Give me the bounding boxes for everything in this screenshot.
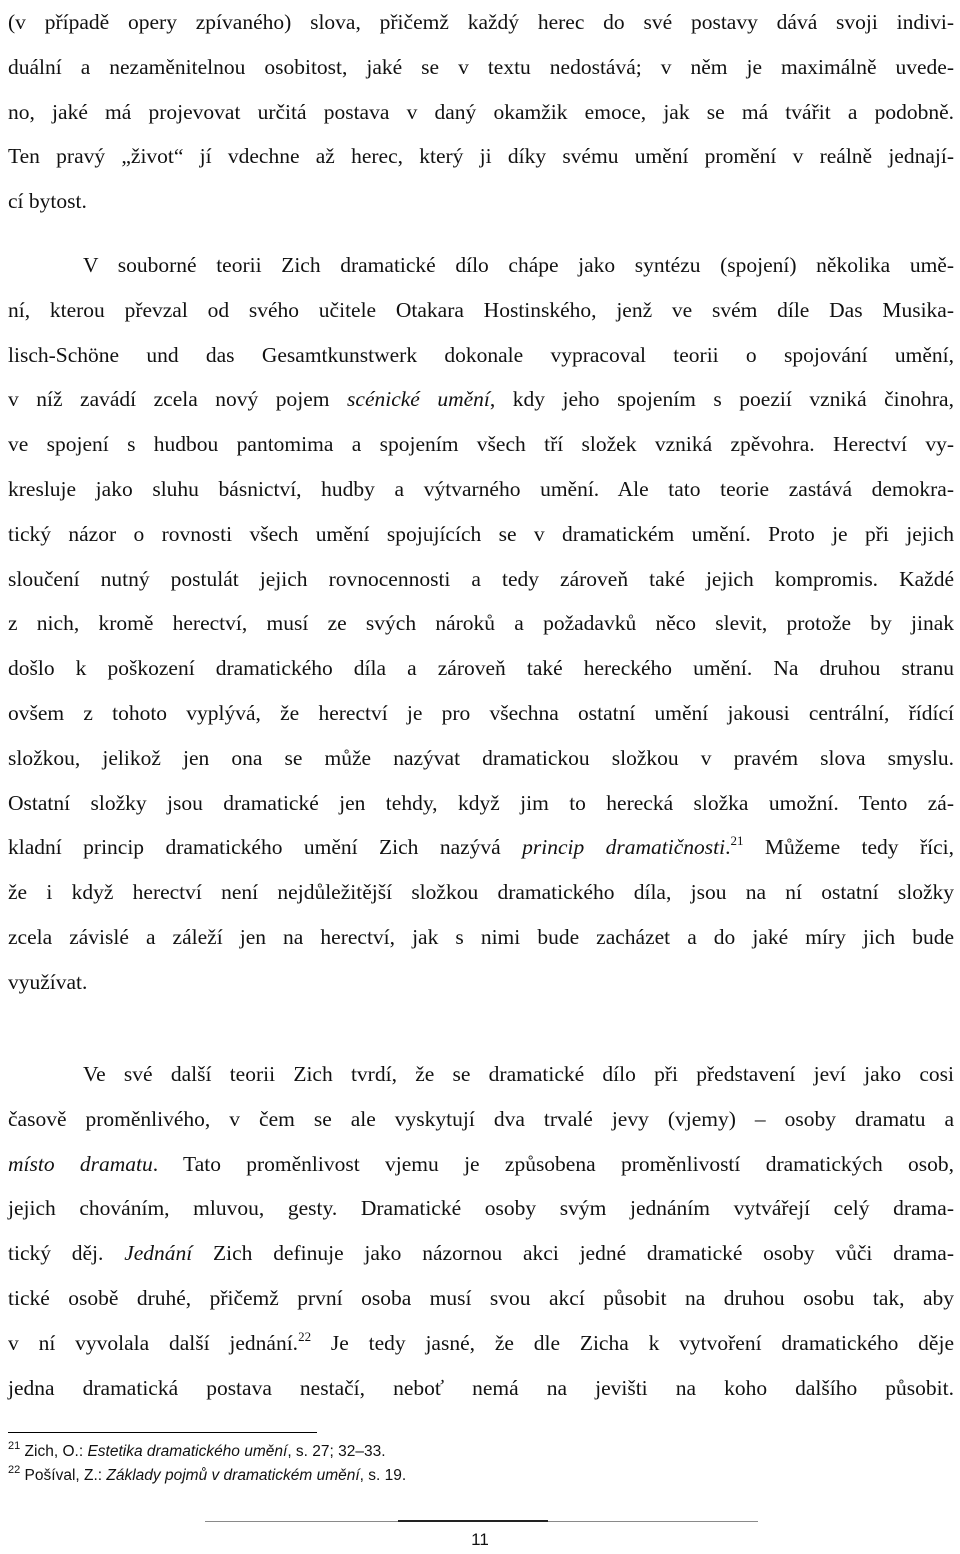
text-line: jejich chováním, mluvou, gesty. Dramatické osoby svým jednáním vytvářejí celý drama- (8, 1196, 954, 1221)
footnote-mark: 21 (8, 1440, 21, 1452)
footnote-22 (8, 1464, 908, 1488)
text-run: v níž zavádí zcela nový pojem (8, 387, 348, 412)
text-run: kladní princip dramatického umění Zich nazývá (8, 835, 523, 860)
footnote-ref-22[interactable]: 22 (298, 1328, 312, 1344)
text-line: Ve své další teorii Zich tvrdí, že se dramatické dílo při představení jeví jako cosi (83, 1062, 954, 1086)
footnotes (8, 1440, 908, 1488)
text-line: no, jaké má projevovat určitá postava v daný okamžik emoce, jak se má tvářit a podobně. (8, 99, 954, 124)
footnote-ref-21[interactable]: 21 (730, 833, 744, 849)
text-line: jedna dramatická postava nestačí, neboť nemá na jevišti na koho dalšího působit. (8, 1375, 954, 1400)
footnote-21 (8, 1440, 908, 1464)
text-line: tické osobě druhé, přičemž první osoba musí svou akcí působit na druhou osobu tak, aby (8, 1285, 954, 1310)
text-line: kresluje jako sluhu básnictví, hudby a výtvarného umění. Ale tato teorie zastává demokra- (8, 476, 954, 501)
text-line: ovšem z tohoto vyplývá, že herectví je pro všechna ostatní umění jakousi centrální, řídící (8, 700, 954, 725)
text-line: ní, kterou převzal od svého učitele Otakara Hostinského, jenž ve svém díle Das Musika- (8, 297, 954, 322)
text-run: tický děj. (8, 1241, 125, 1266)
footnote-title: Základy pojmů v dramatickém umění (106, 1467, 360, 1484)
text-line: že i když herectví není nejdůležitější složkou dramatického díla, jsou na ní ostatní složky (8, 880, 954, 905)
footnote-text: Zich, O.: (20, 1443, 88, 1460)
footnote-text: Pošíval, Z.: (20, 1467, 107, 1484)
footnote-text: , s. 19. (359, 1467, 407, 1484)
footnote-mark: 22 (8, 1464, 21, 1476)
paragraph-further-theory (8, 1052, 954, 1410)
text-run: Zich definuje jako názornou akci jedné dramatické osoby vůči drama- (192, 1241, 954, 1266)
text-line: sloučení nutný postulát jejich rovnocennosti a tedy zároveň také jejich kompromis. Každé (8, 566, 954, 591)
paragraph-synthesis-theory (8, 243, 954, 1005)
text-line: došlo k poškození dramatického díla a zároveň také hereckého umění. Na druhou stranu (8, 656, 954, 681)
text-line (8, 825, 954, 870)
text-run: , kdy jeho spojením s poezií vzniká činohra, (489, 387, 954, 412)
footnote-title: Estetika dramatického umění (87, 1443, 288, 1460)
text-run: Můžeme tedy říci, (743, 835, 954, 860)
text-run: v ní vyvolala další jednání. (8, 1330, 299, 1355)
text-line: zcela závislé a záleží jen na herectví, jak s nimi bude zacházet a do jaké míry jich bude (8, 924, 954, 949)
text-line: Ostatní složky jsou dramatické jen tehdy, když jim to herecká složka umožní. Tento zá- (8, 790, 954, 815)
text-line (8, 1142, 954, 1187)
text-line: Ten pravý „život“ jí vdechne až herec, který ji díky svému umění promění v reálně jednají- (8, 144, 954, 169)
text-line: z nich, kromě herectví, musí ze svých nároků a požadavků něco slevit, protože by jinak (8, 611, 954, 636)
text-line: lisch-Schöne und das Gesamtkunstwerk dokonale vypracoval teorii o spojování umění, (8, 342, 954, 367)
italic-term: scénické umění (347, 387, 490, 412)
italic-term: princip dramatičnosti (522, 835, 726, 860)
text-line: cí bytost. (8, 189, 87, 214)
text-line (8, 1321, 954, 1366)
text-line (8, 1231, 954, 1276)
footer-rule-accent (398, 1520, 548, 1522)
text-run: Je tedy jasné, že dle Zicha k vytvoření dramatického děje (311, 1330, 954, 1355)
text-run: . Tato proměnlivost vjemu je způsobena proměnlivostí dramatických osob, (152, 1151, 954, 1176)
text-line: časově proměnlivého, v čem se ale vyskytují dva trvalé jevy (vjemy) – osoby dramatu a (8, 1106, 954, 1131)
text-line: tický názor o rovnosti všech umění spojujících se v dramatickém umění. Proto je při jejich (8, 521, 954, 546)
text-line: složkou, jelikož jen ona se může nazývat dramatickou složkou v pravém slova smyslu. (8, 745, 954, 770)
footnote-separator (8, 1432, 317, 1433)
italic-term: místo dramatu (8, 1151, 153, 1176)
text-line: využívat. (8, 969, 88, 994)
text-line: duální a nezaměnitelnou osobitost, jaké se v textu nedostává; v něm je maximálně uvede- (8, 54, 954, 79)
text-run: . (725, 835, 731, 860)
text-line (8, 377, 954, 422)
paragraph-continued (8, 0, 954, 224)
text-line: (v případě opery zpívaného) slova, přičemž každý herec do své postavy dává svoji indivi- (8, 10, 954, 34)
text-line: ve spojení s hudbou pantomima a spojením všech tří složek vzniká zpěvohra. Herectví vy- (8, 432, 954, 457)
footnote-text: , s. 27; 32–33. (287, 1443, 386, 1460)
text-line: V souborné teorii Zich dramatické dílo chápe jako syntézu (spojení) několika umě- (83, 253, 954, 277)
page-number: 11 (471, 1530, 489, 1549)
italic-term: Jednání (124, 1241, 193, 1266)
